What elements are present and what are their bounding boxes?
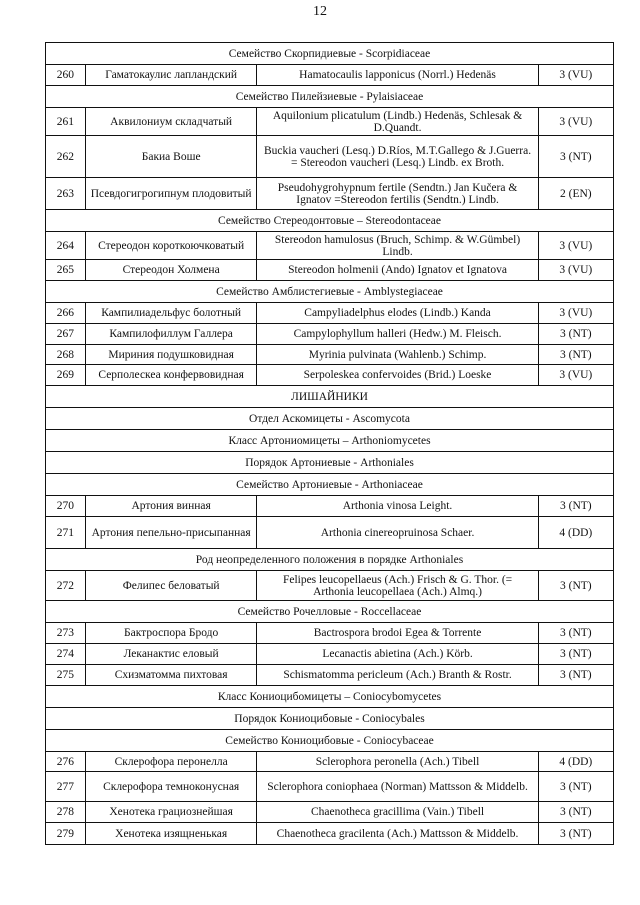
species-number: 264 bbox=[46, 232, 86, 260]
species-row bbox=[46, 365, 614, 386]
species-latin-name: Sclerophora coniophaea (Norman) Mattsson & Middelb. bbox=[257, 772, 538, 802]
species-latin-name: Stereodon holmenii (Ando) Ignatov et Ignatova bbox=[257, 260, 538, 281]
section-heading-row bbox=[46, 549, 614, 571]
species-status: 3 (VU) bbox=[538, 365, 613, 386]
species-latin-name: Chaenotheca gracillima (Vain.) Tibell bbox=[257, 802, 538, 823]
section-heading-row bbox=[46, 281, 614, 303]
section-heading: Семейство Кониоцибовые - Coniocybaceae bbox=[46, 730, 614, 752]
species-russian-name: Хенотека изящненькая bbox=[85, 823, 257, 845]
species-row bbox=[46, 802, 614, 823]
species-russian-name: Бакиа Воше bbox=[85, 136, 257, 178]
section-heading: Класс Артониомицеты – Arthoniomycetes bbox=[46, 430, 614, 452]
species-number: 267 bbox=[46, 324, 86, 345]
section-heading-row bbox=[46, 474, 614, 496]
species-number: 263 bbox=[46, 178, 86, 210]
section-heading: Семейство Пилейзиевые - Pylaisiaceae bbox=[46, 86, 614, 108]
species-status: 4 (DD) bbox=[538, 517, 613, 549]
species-status: 3 (NT) bbox=[538, 665, 613, 686]
species-number: 276 bbox=[46, 752, 86, 772]
section-heading-row bbox=[46, 686, 614, 708]
species-latin-name: Aquilonium plicatulum (Lindb.) Hedenäs, Schlesak & D.Quandt. bbox=[257, 108, 538, 136]
species-latin-name: Chaenotheca gracilenta (Ach.) Mattsson & Middelb. bbox=[257, 823, 538, 845]
section-heading: Семейство Артониевые - Arthoniaceae bbox=[46, 474, 614, 496]
species-latin-name: Buckia vaucheri (Lesq.) D.Ríos, M.T.Gallego & J.Guerra. = Stereodon vaucheri (Lesq.) Lindb. ex Broth. bbox=[257, 136, 538, 178]
species-number: 262 bbox=[46, 136, 86, 178]
section-heading-row bbox=[46, 386, 614, 408]
species-russian-name: Схизматомма пихтовая bbox=[85, 665, 257, 686]
species-status: 3 (VU) bbox=[538, 65, 613, 86]
section-heading: Класс Кониоцибомицеты – Coniocybomycetes bbox=[46, 686, 614, 708]
species-row bbox=[46, 772, 614, 802]
species-number: 273 bbox=[46, 623, 86, 644]
section-heading-row bbox=[46, 210, 614, 232]
species-latin-name: Felipes leucopellaeus (Ach.) Frisch & G. Thor. (= Arthonia leucopellaea (Ach.) Almq.) bbox=[257, 571, 538, 601]
species-latin-name: Bactrospora brodoi Egea & Torrente bbox=[257, 623, 538, 644]
species-number: 260 bbox=[46, 65, 86, 86]
species-status: 3 (NT) bbox=[538, 571, 613, 601]
species-status: 3 (VU) bbox=[538, 303, 613, 324]
species-row bbox=[46, 232, 614, 260]
species-russian-name: Псевдогигрогипнум плодовитый bbox=[85, 178, 257, 210]
species-row bbox=[46, 303, 614, 324]
species-number: 279 bbox=[46, 823, 86, 845]
species-row bbox=[46, 65, 614, 86]
species-status: 3 (NT) bbox=[538, 136, 613, 178]
species-status: 3 (NT) bbox=[538, 772, 613, 802]
section-heading-row bbox=[46, 452, 614, 474]
section-heading-row bbox=[46, 86, 614, 108]
species-russian-name: Хенотека грациознейшая bbox=[85, 802, 257, 823]
species-latin-name: Hamatocaulis lapponicus (Norrl.) Hedenäs bbox=[257, 65, 538, 86]
species-latin-name: Stereodon hamulosus (Bruch, Schimp. & W.Gümbel) Lindb. bbox=[257, 232, 538, 260]
species-number: 272 bbox=[46, 571, 86, 601]
section-heading: Семейство Стереодонтовые – Stereodontaceae bbox=[46, 210, 614, 232]
species-status: 3 (NT) bbox=[538, 623, 613, 644]
species-status: 3 (VU) bbox=[538, 260, 613, 281]
species-row bbox=[46, 665, 614, 686]
species-latin-name: Myrinia pulvinata (Wahlenb.) Schimp. bbox=[257, 345, 538, 365]
species-status: 3 (NT) bbox=[538, 496, 613, 517]
species-status: 3 (NT) bbox=[538, 644, 613, 665]
section-heading-row bbox=[46, 708, 614, 730]
species-russian-name: Аквилониум складчатый bbox=[85, 108, 257, 136]
species-number: 269 bbox=[46, 365, 86, 386]
species-row bbox=[46, 108, 614, 136]
species-russian-name: Гаматокаулис лапландский bbox=[85, 65, 257, 86]
species-latin-name: Sclerophora peronella (Ach.) Tibell bbox=[257, 752, 538, 772]
species-russian-name: Кампилиадельфус болотный bbox=[85, 303, 257, 324]
species-latin-name: Arthonia cinereopruinosa Schaer. bbox=[257, 517, 538, 549]
species-number: 274 bbox=[46, 644, 86, 665]
section-heading-row bbox=[46, 430, 614, 452]
species-row bbox=[46, 345, 614, 365]
species-table bbox=[45, 42, 614, 845]
species-status: 3 (VU) bbox=[538, 108, 613, 136]
section-heading: Семейство Скорпидиевые - Scorpidiaceae bbox=[46, 43, 614, 65]
species-status: 3 (VU) bbox=[538, 232, 613, 260]
section-heading: Род неопределенного положения в порядке Arthoniales bbox=[46, 549, 614, 571]
species-row bbox=[46, 571, 614, 601]
species-number: 266 bbox=[46, 303, 86, 324]
species-latin-name: Campyliadelphus elodes (Lindb.) Kanda bbox=[257, 303, 538, 324]
species-russian-name: Кампилофиллум Галлера bbox=[85, 324, 257, 345]
species-latin-name: Schismatomma pericleum (Ach.) Branth & Rostr. bbox=[257, 665, 538, 686]
species-latin-name: Arthonia vinosa Leight. bbox=[257, 496, 538, 517]
species-status: 3 (NT) bbox=[538, 802, 613, 823]
species-russian-name: Артония винная bbox=[85, 496, 257, 517]
species-number: 270 bbox=[46, 496, 86, 517]
section-heading: Порядок Артониевые - Arthoniales bbox=[46, 452, 614, 474]
species-table-body bbox=[46, 43, 614, 845]
species-row bbox=[46, 752, 614, 772]
species-number: 275 bbox=[46, 665, 86, 686]
species-russian-name: Серполескеа конфервовидная bbox=[85, 365, 257, 386]
species-status: 3 (NT) bbox=[538, 823, 613, 845]
species-status: 3 (NT) bbox=[538, 324, 613, 345]
section-heading: Семейство Амблистегиевые - Amblystegiaceae bbox=[46, 281, 614, 303]
species-russian-name: Артония пепельно-присыпанная bbox=[85, 517, 257, 549]
species-latin-name: Serpoleskea confervoides (Brid.) Loeske bbox=[257, 365, 538, 386]
section-heading: ЛИШАЙНИКИ bbox=[46, 386, 614, 408]
species-row bbox=[46, 178, 614, 210]
species-row bbox=[46, 496, 614, 517]
species-latin-name: Pseudohygrohypnum fertile (Sendtn.) Jan Kučera & Ignatov =Stereodon fertilis (Sendtn.) Lindb. bbox=[257, 178, 538, 210]
species-row bbox=[46, 324, 614, 345]
species-number: 271 bbox=[46, 517, 86, 549]
page-number: 12 bbox=[313, 4, 327, 19]
species-row bbox=[46, 260, 614, 281]
species-status: 3 (NT) bbox=[538, 345, 613, 365]
species-status: 2 (EN) bbox=[538, 178, 613, 210]
species-russian-name: Фелипес беловатый bbox=[85, 571, 257, 601]
section-heading: Семейство Рочелловые - Roccellaceae bbox=[46, 601, 614, 623]
species-latin-name: Lecanactis abietina (Ach.) Körb. bbox=[257, 644, 538, 665]
species-number: 278 bbox=[46, 802, 86, 823]
species-russian-name: Стереодон Холмена bbox=[85, 260, 257, 281]
species-row bbox=[46, 644, 614, 665]
species-russian-name: Склерофора темноконусная bbox=[85, 772, 257, 802]
section-heading-row bbox=[46, 408, 614, 430]
section-heading: Порядок Кониоцибовые - Coniocybales bbox=[46, 708, 614, 730]
species-status: 4 (DD) bbox=[538, 752, 613, 772]
species-russian-name: Мириния подушковидная bbox=[85, 345, 257, 365]
species-row bbox=[46, 823, 614, 845]
species-latin-name: Campylophyllum halleri (Hedw.) M. Fleisch. bbox=[257, 324, 538, 345]
species-number: 277 bbox=[46, 772, 86, 802]
section-heading-row bbox=[46, 601, 614, 623]
section-heading: Отдел Аскомицеты - Ascomycota bbox=[46, 408, 614, 430]
section-heading-row bbox=[46, 730, 614, 752]
species-number: 268 bbox=[46, 345, 86, 365]
species-row bbox=[46, 623, 614, 644]
section-heading-row bbox=[46, 43, 614, 65]
species-number: 265 bbox=[46, 260, 86, 281]
species-russian-name: Бактроспора Бродо bbox=[85, 623, 257, 644]
species-row bbox=[46, 517, 614, 549]
species-russian-name: Склерофора перонелла bbox=[85, 752, 257, 772]
species-russian-name: Стереодон короткоючковатый bbox=[85, 232, 257, 260]
species-row bbox=[46, 136, 614, 178]
species-russian-name: Леканактис еловый bbox=[85, 644, 257, 665]
species-number: 261 bbox=[46, 108, 86, 136]
